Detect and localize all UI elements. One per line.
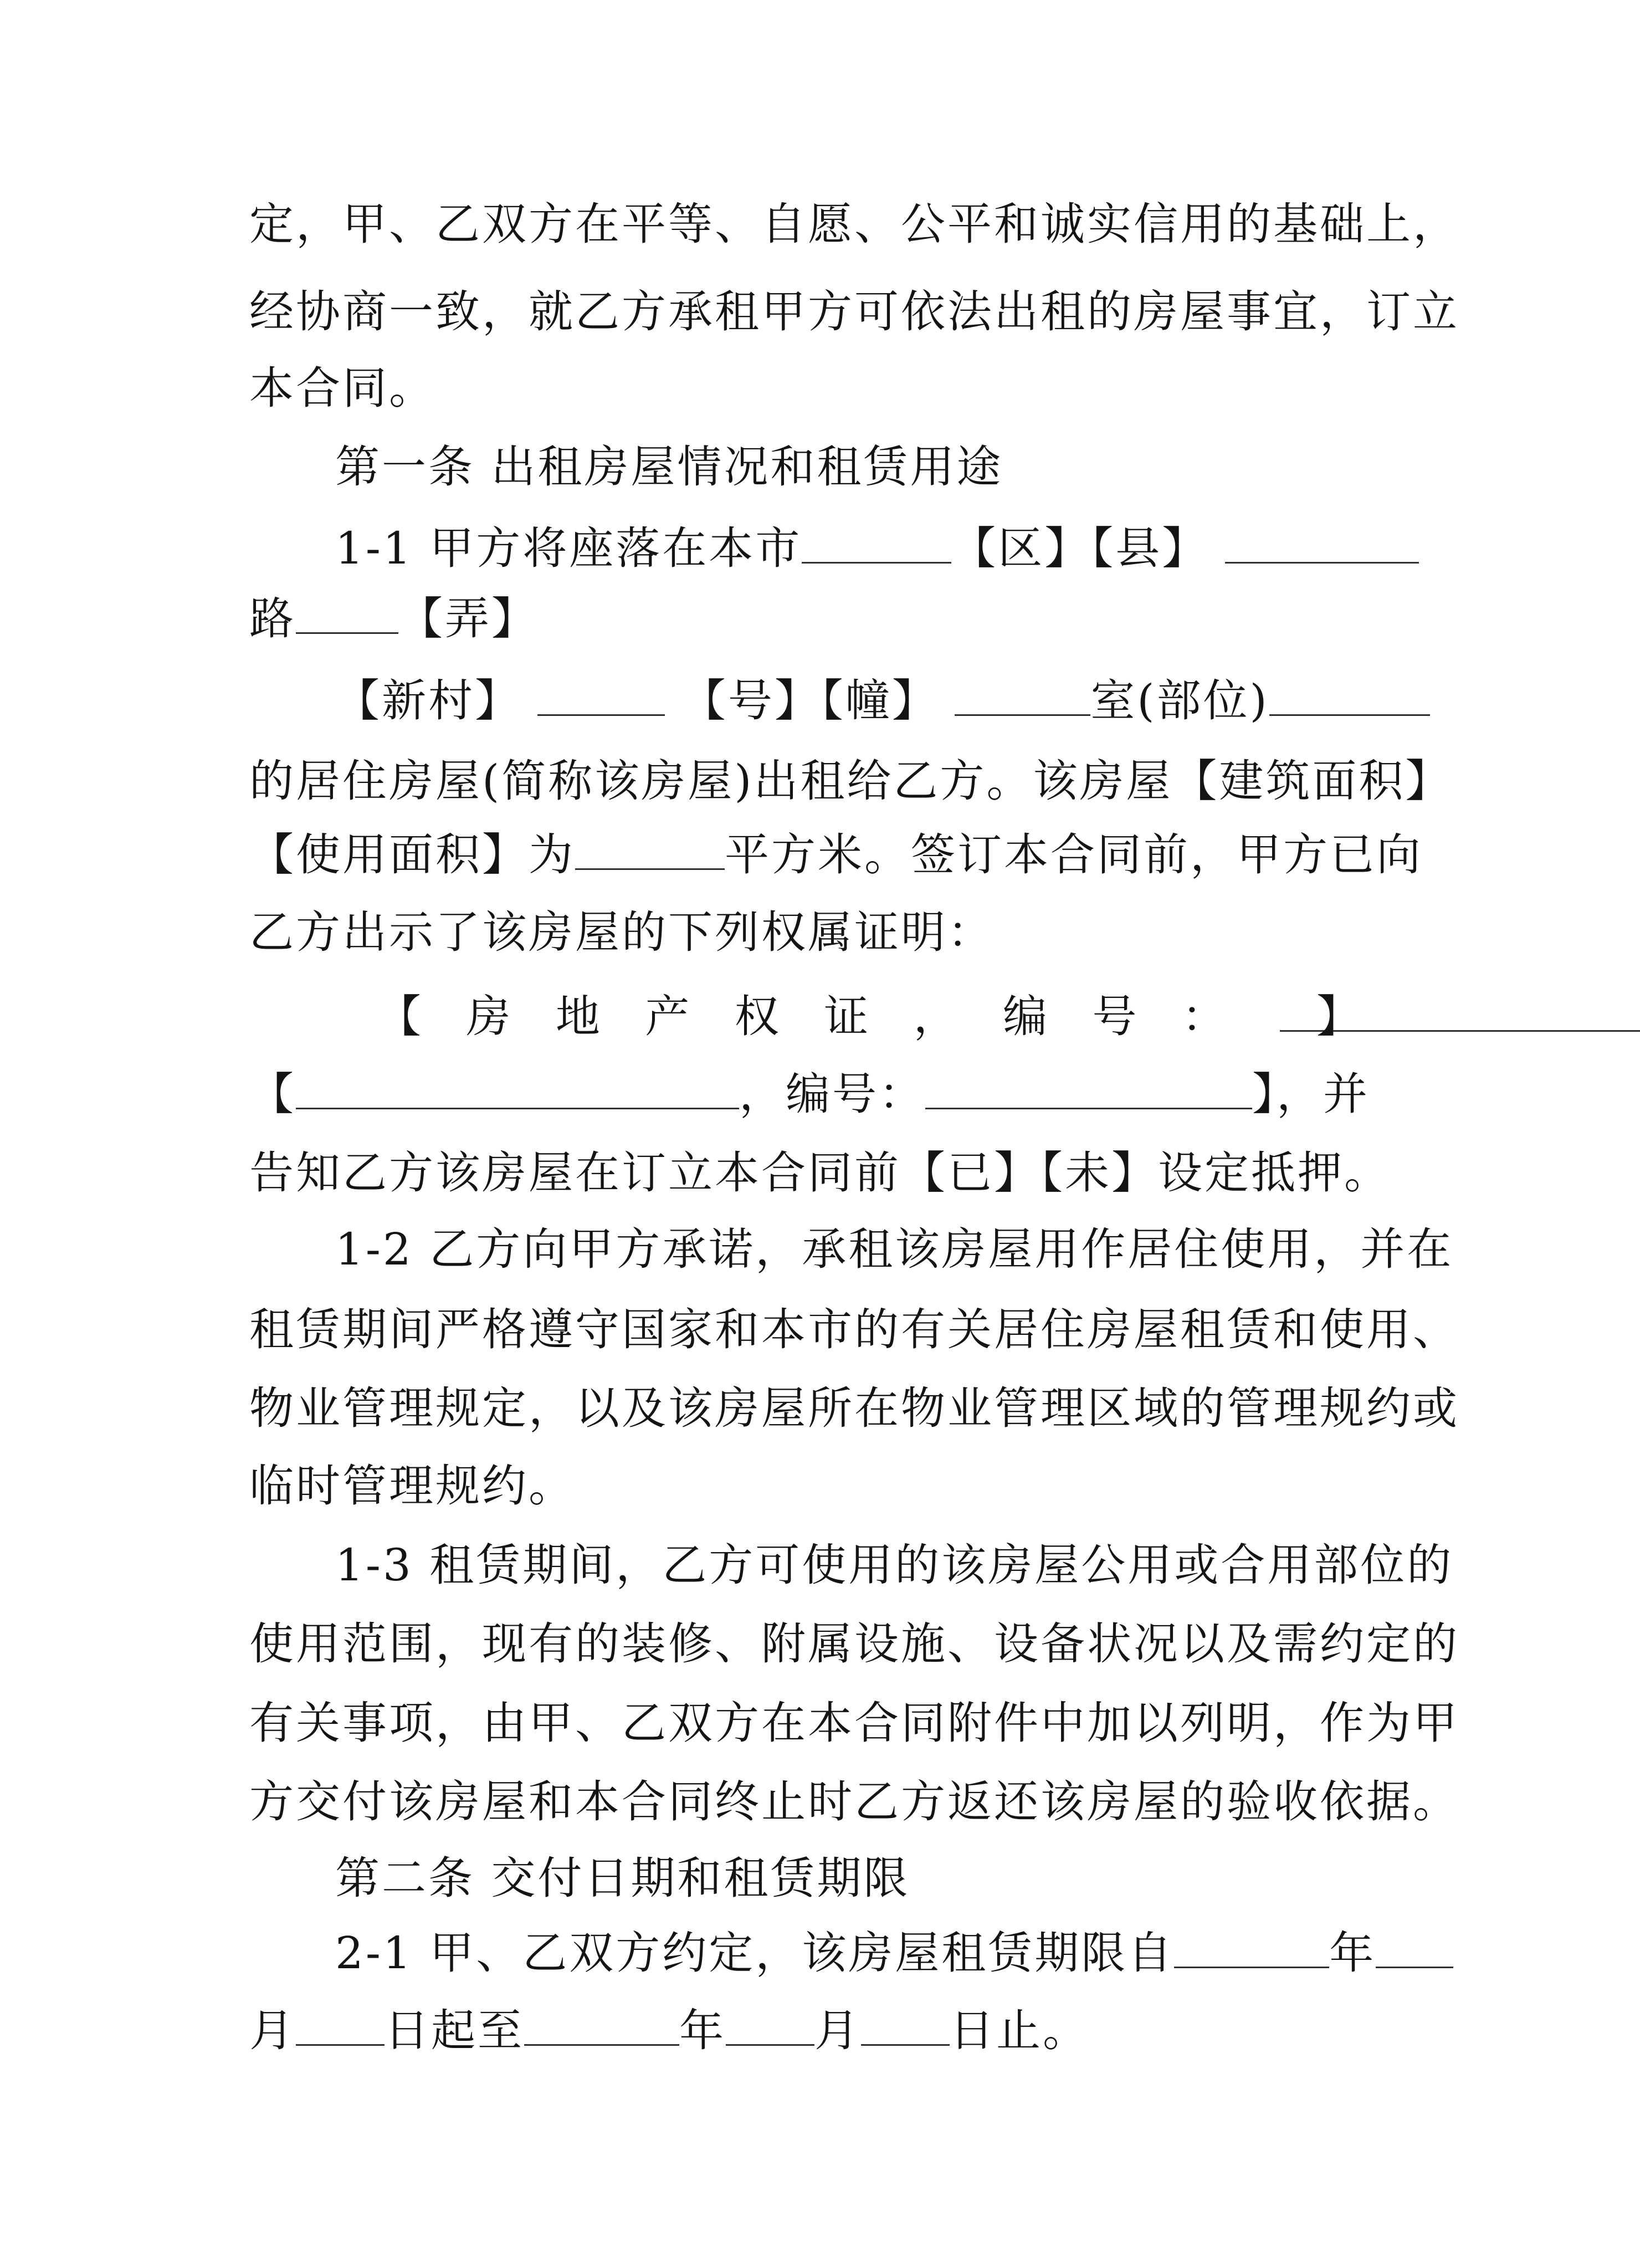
paragraph-line: 物业管理规定，以及该房屋所在物业管理区域的管理规约或: [249, 1383, 1459, 1434]
clause-line: [335, 670, 1363, 731]
paragraph-line: 使用范围，现有的装修、附属设施、设备状况以及需约定的: [249, 1618, 1459, 1670]
blank-field: [524, 2005, 679, 2046]
section-heading: 第二条 交付日期和租赁期限: [335, 1852, 910, 1904]
paragraph-line: 告知乙方该房屋在订立本合同前【已】【未】设定抵押。: [249, 1147, 1391, 1199]
clause-text: 【新村】: [335, 675, 521, 726]
clause-text: 年: [1329, 1927, 1376, 1979]
paragraph-line: 经协商一致，就乙方承租甲方可依法出租的房屋事宜，订立: [249, 286, 1459, 337]
blank-field: [575, 830, 725, 870]
blank-field: [296, 1069, 739, 1109]
clause-text: ，编号：: [739, 1068, 925, 1120]
clause-text: 【 房 地 产 权 证 ， 编 号 ：: [377, 991, 1242, 1042]
clause-text: 】: [1316, 991, 1363, 1042]
blank-field: [726, 2005, 814, 2046]
clause-text: 【: [249, 1068, 296, 1120]
blank-field: [955, 675, 1090, 716]
clause-line: [377, 986, 1363, 1047]
clause-text: 【使用面积】为: [249, 829, 575, 880]
blank-field: [1174, 1928, 1329, 1968]
blank-field: [802, 523, 951, 564]
paragraph-line: 有关事项，由甲、乙双方在本合同附件中加以列明，作为甲: [249, 1697, 1459, 1749]
clause-line: [249, 2000, 1363, 2061]
clause-line: [335, 518, 1363, 579]
clause-text: 1-1 甲方将座落在本市: [335, 523, 802, 574]
blank-field: [861, 2005, 950, 2046]
section-heading: 第一条 出租房屋情况和租赁用途: [335, 441, 1003, 493]
paragraph-line: 乙方出示了该房屋的下列权属证明：: [249, 907, 994, 958]
blank-field: [925, 1069, 1252, 1109]
clause-line: [335, 1923, 1376, 1984]
blank-field: [1225, 523, 1419, 564]
paragraph-line: 定，甲、乙双方在平等、自愿、公平和诚实信用的基础上，: [249, 198, 1459, 250]
clause-text: 】，并: [1252, 1068, 1370, 1120]
clause-text: 室(部位): [1090, 675, 1269, 726]
clause-text: 月: [249, 2005, 296, 2056]
blank-field: [296, 593, 398, 634]
blank-field: [296, 2005, 385, 2046]
paragraph-line: 临时管理规约。: [249, 1460, 575, 1512]
paragraph-line: 本合同。: [249, 362, 435, 414]
clause-text: 【号】【幢】: [681, 675, 939, 726]
clause-text: 日止。: [950, 2005, 1089, 2056]
paragraph-line: 1-3 租赁期间，乙方可使用的该房屋公用或合用部位的: [335, 1539, 1454, 1591]
paragraph-line: 1-2 乙方向甲方承诺，承租该房屋用作居住使用，并在: [335, 1223, 1454, 1275]
clause-text: 【弄】: [398, 593, 538, 644]
paragraph-line: 的居住房屋(简称该房屋)出租给乙方。该房屋【建筑面积】: [249, 755, 1452, 807]
clause-text: 年: [679, 2005, 726, 2056]
paragraph-line: 租赁期间严格遵守国家和本市的有关居住房屋租赁和使用、: [249, 1304, 1459, 1355]
clause-line: [249, 1064, 1370, 1125]
clause-line: [249, 825, 1423, 885]
clause-text: 月: [814, 2005, 861, 2056]
clause-text: 【区】【县】: [951, 523, 1209, 574]
clause-text: 路: [249, 593, 296, 644]
clause-text: 平方米。签订本合同前，甲方已向: [725, 829, 1423, 880]
clause-text: 日起至: [385, 2005, 524, 2056]
clause-line: [249, 588, 1363, 649]
blank-field: [1269, 675, 1430, 716]
blank-field: [537, 675, 665, 716]
clause-text: 2-1 甲、乙双方约定，该房屋租赁期限自: [335, 1927, 1175, 1979]
blank-field: [1376, 1928, 1453, 1968]
paragraph-line: 方交付该房屋和本合同终止时乙方返还该房屋的验收依据。: [249, 1776, 1459, 1827]
